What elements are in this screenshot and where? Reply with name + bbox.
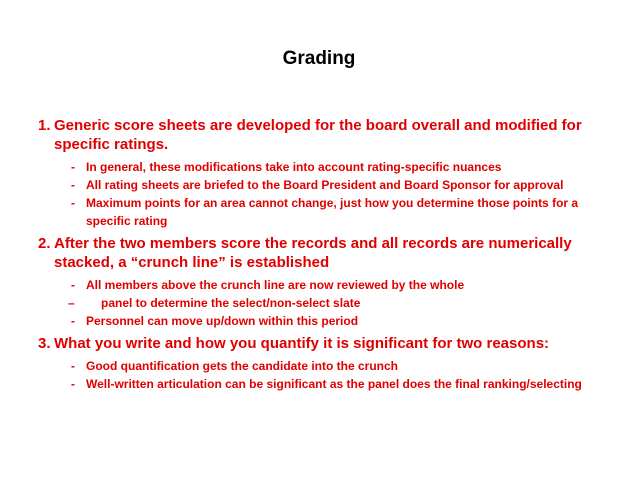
- point-number: 2.: [38, 235, 51, 252]
- sub-bullet: [38, 375, 618, 393]
- sub-bullet-text: In general, these modifications take into account rating-specific nuances: [86, 160, 502, 174]
- slide-body: [38, 116, 618, 393]
- sub-bullet-text: panel to determine the select/non-select slate: [101, 296, 361, 310]
- sub-bullet: [38, 357, 618, 375]
- bullet-marker: –: [68, 296, 75, 310]
- numbered-point: [38, 234, 618, 272]
- sub-bullet: [38, 158, 618, 176]
- bullet-marker: -: [71, 359, 75, 373]
- sub-bullet-text: Well-written articulation can be significant as the panel does the final ranking/selecting: [86, 377, 582, 391]
- sub-bullet-text: All members above the crunch line are now reviewed by the whole: [86, 278, 465, 292]
- bullet-marker: -: [71, 278, 75, 292]
- sub-bullet: [38, 312, 618, 330]
- bullet-marker: -: [71, 377, 75, 391]
- numbered-point: [38, 334, 618, 353]
- sub-bullet: [38, 276, 618, 294]
- sub-bullet: [38, 194, 618, 230]
- numbered-point: [38, 116, 618, 154]
- bullet-marker: -: [71, 314, 75, 328]
- bullet-marker: -: [71, 196, 75, 210]
- sub-bullet-text: Good quantification gets the candidate into the crunch: [86, 359, 399, 373]
- point-number: 3.: [38, 335, 51, 352]
- bullet-marker: -: [71, 178, 75, 192]
- sub-bullet-text: Maximum points for an area cannot change, just how you determine those points for a specific rating: [86, 196, 579, 228]
- slide-title: Grading: [282, 48, 356, 69]
- point-number: 1.: [38, 117, 51, 134]
- sub-bullet: [38, 176, 618, 194]
- point-text: What you write and how you quantify it is significant for two reasons:: [54, 335, 550, 352]
- sub-bullet-text: All rating sheets are briefed to the Board President and Board Sponsor for approval: [86, 178, 564, 192]
- sub-bullet: [38, 294, 618, 312]
- bullet-marker: -: [71, 160, 75, 174]
- point-text: After the two members score the records and all records are numerically stacked, a “crunch line” is established: [54, 235, 572, 271]
- sub-bullet-text: Personnel can move up/down within this period: [86, 314, 359, 328]
- point-text: Generic score sheets are developed for the board overall and modified for specific ratings.: [54, 117, 582, 153]
